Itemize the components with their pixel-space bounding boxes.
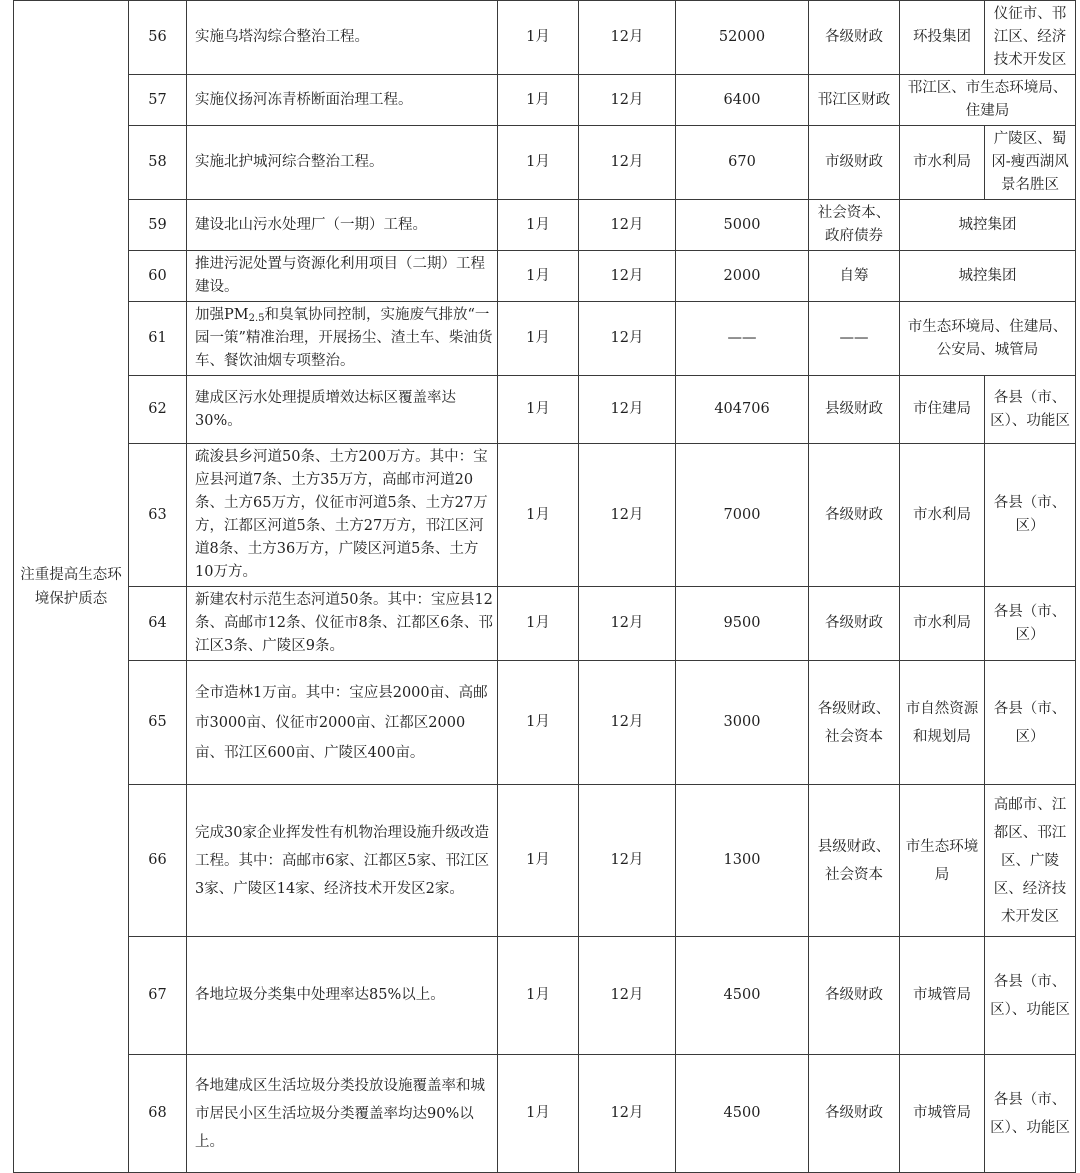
pm-subscript: 2.5: [248, 313, 265, 324]
row-number: 56: [129, 1, 187, 75]
start-month: 1月: [498, 251, 579, 302]
row-content: 建设北山污水处理厂（一期）工程。: [187, 200, 498, 251]
row-number: 62: [129, 376, 187, 444]
lead-unit: 市生态环境局、住建局、公安局、城管局: [900, 302, 1076, 376]
funding-source: ——: [809, 302, 900, 376]
funding-source: 社会资本、政府债券: [809, 200, 900, 251]
start-month: 1月: [498, 75, 579, 126]
row-number: 67: [129, 937, 187, 1055]
investment-amount: 4500: [676, 1055, 809, 1173]
investment-amount: 1300: [676, 785, 809, 937]
start-month: 1月: [498, 937, 579, 1055]
lead-unit: 市水利局: [900, 444, 985, 587]
row-content: 各地垃圾分类集中处理率达85%以上。: [187, 937, 498, 1055]
row-number: 58: [129, 126, 187, 200]
lead-unit: 环投集团: [900, 1, 985, 75]
lead-unit: 邗江区、市生态环境局、住建局: [900, 75, 1076, 126]
responsible-unit: 仪征市、邗江区、经济技术开发区: [985, 1, 1076, 75]
row-content: 建成区污水处理提质增效达标区覆盖率达30%。: [187, 376, 498, 444]
funding-source: 邗江区财政: [809, 75, 900, 126]
table-row: [14, 661, 1076, 785]
end-month: 12月: [579, 200, 676, 251]
funding-source: 市级财政: [809, 126, 900, 200]
row-number: 63: [129, 444, 187, 587]
lead-unit: 市自然资源和规划局: [900, 661, 985, 785]
end-month: 12月: [579, 587, 676, 661]
lead-unit: 城控集团: [900, 251, 1076, 302]
content-rest: 和臭氧协同控制，实施废气排放“一园一策”精准治理，开展扬尘、渣土车、柴油货车、餐饮油烟专项整治。: [195, 307, 493, 369]
end-month: 12月: [579, 444, 676, 587]
funding-source: 县级财政: [809, 376, 900, 444]
end-month: 12月: [579, 785, 676, 937]
row-number: 65: [129, 661, 187, 785]
investment-amount: 3000: [676, 661, 809, 785]
row-content: 全市造林1万亩。其中：宝应县2000亩、高邮市3000亩、仪征市2000亩、江都区2000亩、邗江区600亩、广陵区400亩。: [187, 661, 498, 785]
funding-source: 自筹: [809, 251, 900, 302]
lead-unit: 市水利局: [900, 126, 985, 200]
funding-source: 各级财政: [809, 444, 900, 587]
investment-amount: 5000: [676, 200, 809, 251]
table-row: [14, 785, 1076, 937]
lead-unit: 市城管局: [900, 1055, 985, 1173]
responsible-unit: 各县（市、区）: [985, 661, 1076, 785]
row-content: 完成30家企业挥发性有机物治理设施升级改造工程。其中：高邮市6家、江都区5家、邗江区3家、广陵区14家、经济技术开发区2家。: [187, 785, 498, 937]
row-content: 各地建成区生活垃圾分类投放设施覆盖率和城市居民小区生活垃圾分类覆盖率均达90%以上。: [187, 1055, 498, 1173]
start-month: 1月: [498, 200, 579, 251]
end-month: 12月: [579, 75, 676, 126]
investment-amount: 4500: [676, 937, 809, 1055]
funding-source: 各级财政: [809, 587, 900, 661]
table-row: [14, 937, 1076, 1055]
end-month: 12月: [579, 1, 676, 75]
lead-unit: 市城管局: [900, 937, 985, 1055]
end-month: 12月: [579, 302, 676, 376]
end-month: 12月: [579, 661, 676, 785]
table-row: [14, 126, 1076, 200]
start-month: 1月: [498, 587, 579, 661]
investment-amount: 2000: [676, 251, 809, 302]
table-row: [14, 302, 1076, 376]
table-row: [14, 587, 1076, 661]
funding-source: 县级财政、社会资本: [809, 785, 900, 937]
row-number: 66: [129, 785, 187, 937]
table-row: [14, 1, 1076, 75]
row-content: 实施北护城河综合整治工程。: [187, 126, 498, 200]
start-month: 1月: [498, 1, 579, 75]
row-content: 新建农村示范生态河道50条。其中：宝应县12条、高邮市12条、仪征市8条、江都区6条、邗江区3条、广陵区9条。: [187, 587, 498, 661]
table-row: [14, 200, 1076, 251]
investment-amount: 9500: [676, 587, 809, 661]
responsible-unit: 各县（市、区）、功能区: [985, 1055, 1076, 1173]
row-number: 68: [129, 1055, 187, 1173]
row-number: 60: [129, 251, 187, 302]
row-number: 64: [129, 587, 187, 661]
table-row: [14, 251, 1076, 302]
lead-unit: 市水利局: [900, 587, 985, 661]
responsible-unit: 广陵区、蜀冈-瘦西湖风景名胜区: [985, 126, 1076, 200]
responsible-unit: 各县（市、区）、功能区: [985, 376, 1076, 444]
row-content: 疏浚县乡河道50条、土方200万方。其中：宝应县河道7条、土方35万方，高邮市河道20条、土方65万方，仪征市河道5条、土方27万方，江都区河道5条、土方27万方，邗江区河道8条、土方36万方，广陵区河道5条、土方10万方。: [187, 444, 498, 587]
table-row: [14, 1055, 1076, 1173]
start-month: 1月: [498, 302, 579, 376]
funding-source: 各级财政、社会资本: [809, 661, 900, 785]
start-month: 1月: [498, 785, 579, 937]
table-row: [14, 444, 1076, 587]
investment-amount: 404706: [676, 376, 809, 444]
table-row: [14, 75, 1076, 126]
funding-source: 各级财政: [809, 1, 900, 75]
lead-unit: 城控集团: [900, 200, 1076, 251]
row-content: 实施仪扬河冻青桥断面治理工程。: [187, 75, 498, 126]
responsible-unit: 各县（市、区）、功能区: [985, 937, 1076, 1055]
project-table: [13, 0, 1076, 1173]
table-row: [14, 376, 1076, 444]
funding-source: 各级财政: [809, 1055, 900, 1173]
row-number: 57: [129, 75, 187, 126]
end-month: 12月: [579, 937, 676, 1055]
start-month: 1月: [498, 376, 579, 444]
row-content: 实施乌塔沟综合整治工程。: [187, 1, 498, 75]
end-month: 12月: [579, 126, 676, 200]
responsible-unit: 各县（市、区）: [985, 587, 1076, 661]
lead-unit: 市生态环境局: [900, 785, 985, 937]
row-content: 推进污泥处置与资源化利用项目（二期）工程建设。: [187, 251, 498, 302]
row-content: [187, 302, 498, 376]
end-month: 12月: [579, 251, 676, 302]
category-cell: 注重提高生态环境保护质态: [14, 1, 129, 1173]
funding-source: 各级财政: [809, 937, 900, 1055]
row-number: 59: [129, 200, 187, 251]
start-month: 1月: [498, 126, 579, 200]
responsible-unit: 各县（市、区）: [985, 444, 1076, 587]
end-month: 12月: [579, 1055, 676, 1173]
investment-amount: ——: [676, 302, 809, 376]
end-month: 12月: [579, 376, 676, 444]
investment-amount: 52000: [676, 1, 809, 75]
responsible-unit: 高邮市、江都区、邗江区、广陵区、经济技术开发区: [985, 785, 1076, 937]
investment-amount: 7000: [676, 444, 809, 587]
start-month: 1月: [498, 1055, 579, 1173]
start-month: 1月: [498, 661, 579, 785]
lead-unit: 市住建局: [900, 376, 985, 444]
start-month: 1月: [498, 444, 579, 587]
table-body: [14, 1, 1076, 1173]
row-number: 61: [129, 302, 187, 376]
investment-amount: 6400: [676, 75, 809, 126]
investment-amount: 670: [676, 126, 809, 200]
content-prefix: 加强PM: [195, 307, 249, 323]
